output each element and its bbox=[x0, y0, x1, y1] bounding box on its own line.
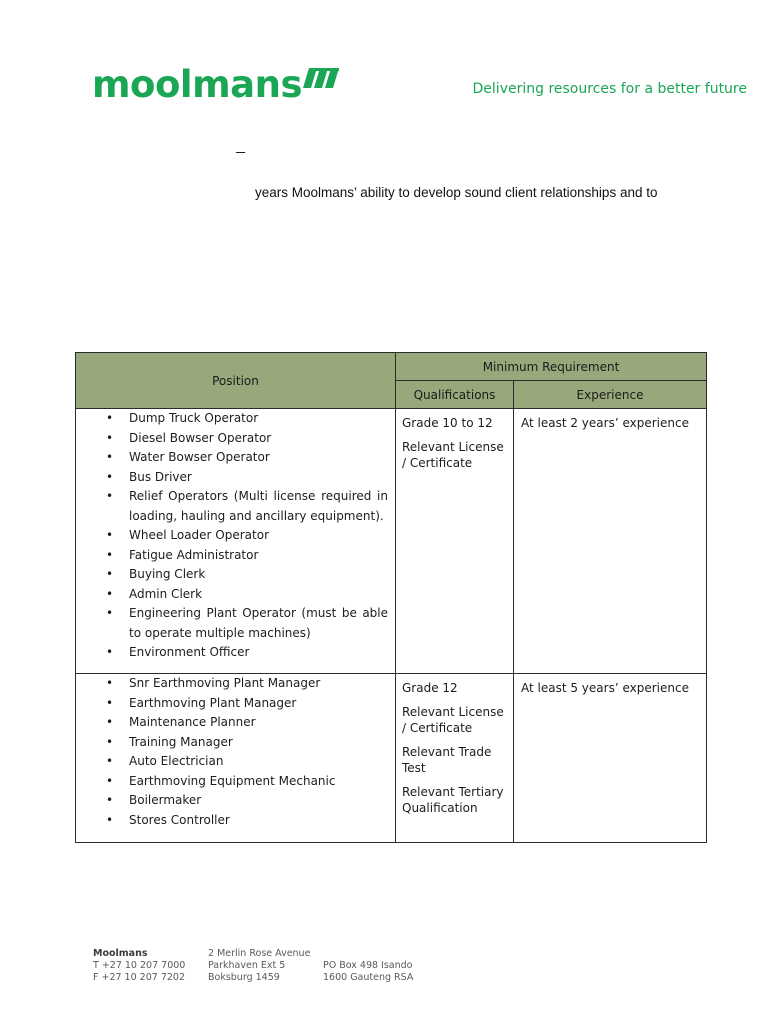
table-row bbox=[76, 674, 707, 843]
heading-dash: – bbox=[236, 141, 245, 161]
experience-header: Experience bbox=[514, 381, 707, 409]
list-item: • Diesel Bowser Operator bbox=[106, 429, 388, 449]
qualifications-header: Qualifications bbox=[396, 381, 514, 409]
qualification-item: Grade 12 bbox=[402, 681, 458, 695]
list-item: • Auto Electrician bbox=[106, 752, 388, 772]
footer-address-line: Boksburg 1459 bbox=[208, 972, 280, 983]
footer-address bbox=[208, 948, 310, 984]
qualification-item: Grade 10 to 12 bbox=[402, 416, 493, 430]
logo-wordmark: moolmans bbox=[92, 63, 302, 106]
list-item: • Buying Clerk bbox=[106, 565, 388, 585]
requirements-table bbox=[75, 352, 707, 843]
experience-cell: At least 2 years’ experience bbox=[514, 409, 707, 674]
qualification-item: Relevant License / Certificate bbox=[402, 705, 504, 735]
qualification-item: Relevant Trade Test bbox=[402, 745, 492, 775]
footer-address-line: 2 Merlin Rose Avenue bbox=[208, 948, 311, 959]
list-item: • Maintenance Planner bbox=[106, 713, 388, 733]
list-item: • Earthmoving Equipment Mechanic bbox=[106, 772, 388, 792]
list-item: • Boilermaker bbox=[106, 791, 388, 811]
footer-po-line: PO Box 498 Isando bbox=[323, 960, 413, 971]
position-cell bbox=[76, 409, 396, 674]
qualifications-cell bbox=[396, 674, 514, 843]
min-requirement-header: Minimum Requirement bbox=[396, 353, 707, 381]
list-item: • Engineering Plant Operator (must be able to operate multiple machines) bbox=[106, 604, 388, 643]
list-item: • Snr Earthmoving Plant Manager bbox=[106, 674, 388, 694]
list-item: • Admin Clerk bbox=[106, 585, 388, 605]
list-item: • Bus Driver bbox=[106, 468, 388, 488]
list-item: • Training Manager bbox=[106, 733, 388, 753]
company-tagline: Delivering resources for a better future bbox=[472, 81, 747, 97]
experience-cell: At least 5 years’ experience bbox=[514, 674, 707, 843]
qualification-item: Relevant Tertiary Qualification bbox=[402, 785, 504, 815]
list-item: • Water Bowser Operator bbox=[106, 448, 388, 468]
footer-phone: T +27 10 207 7000 bbox=[93, 960, 186, 971]
footer-po-line: 1600 Gauteng RSA bbox=[323, 972, 414, 983]
list-item: • Environment Officer bbox=[106, 643, 388, 663]
footer-fax: F +27 10 207 7202 bbox=[93, 972, 185, 983]
footer-contact bbox=[93, 948, 185, 984]
position-cell bbox=[76, 674, 396, 843]
list-item: • Relief Operators (Multi license required in loading, hauling and ancillary equipment). bbox=[106, 487, 388, 526]
list-item: • Earthmoving Plant Manager bbox=[106, 694, 388, 714]
footer-address-line: Parkhaven Ext 5 bbox=[208, 960, 286, 971]
table-row bbox=[76, 409, 707, 674]
qualification-item: Relevant License / Certificate bbox=[402, 440, 504, 470]
position-header: Position bbox=[76, 353, 396, 409]
list-item: • Stores Controller bbox=[106, 811, 388, 831]
list-item: • Fatigue Administrator bbox=[106, 546, 388, 566]
position-list bbox=[106, 409, 388, 663]
company-logo bbox=[92, 63, 343, 106]
qualifications-cell bbox=[396, 409, 514, 674]
logo-stripes-icon bbox=[303, 68, 343, 88]
intro-paragraph: years Moolmans’ ability to develop sound client relationships and to bbox=[255, 185, 658, 200]
footer-company-name: Moolmans bbox=[93, 948, 148, 959]
list-item: • Wheel Loader Operator bbox=[106, 526, 388, 546]
list-item: • Dump Truck Operator bbox=[106, 409, 388, 429]
footer-po-box bbox=[323, 960, 413, 984]
position-list bbox=[106, 674, 388, 830]
